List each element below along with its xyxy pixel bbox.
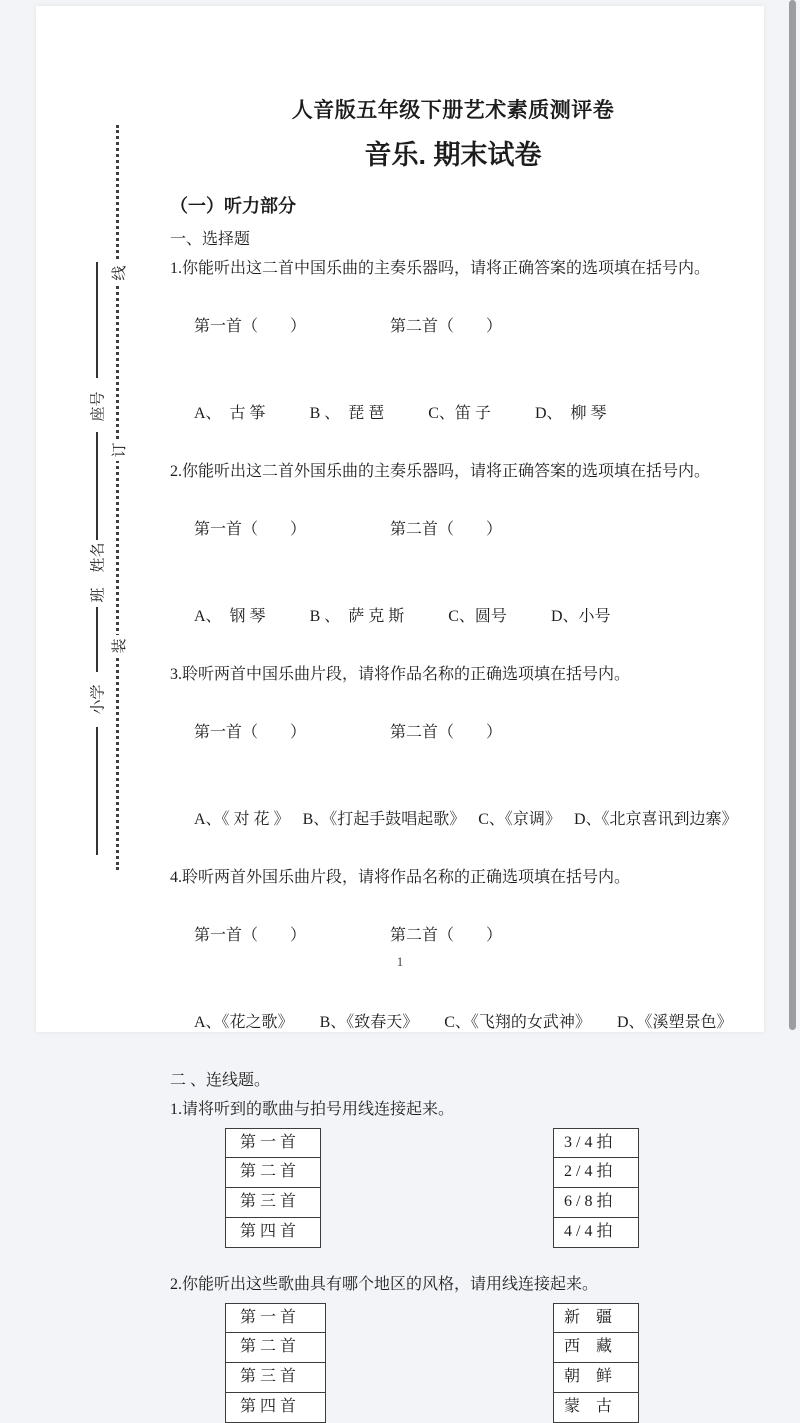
binding-char-label: 装 — [111, 638, 128, 654]
match-cell: 第 一 首 — [225, 1303, 326, 1333]
match1-row — [225, 1128, 736, 1248]
match-cell: 第 二 首 — [225, 1333, 326, 1363]
match-cell: 第 三 首 — [225, 1188, 321, 1218]
option-item: A、 古 筝 — [194, 405, 266, 422]
option-item: C、《飞翔的女武神》 — [444, 1014, 591, 1031]
option-item: A、 钢 琴 — [194, 608, 266, 625]
margin-field-label: 座号 — [90, 390, 107, 422]
binding-char-zhuang — [107, 635, 129, 657]
match-cell: 6 / 8 拍 — [553, 1188, 639, 1218]
q2-second-blank: 第二首（ ） — [390, 521, 503, 538]
q2-first-blank: 第一首（ ） — [194, 521, 307, 538]
q4-options — [170, 979, 736, 1066]
binding-char-ding — [107, 439, 129, 461]
binding-char-label: 线 — [111, 265, 128, 281]
q1-options — [170, 370, 736, 457]
match-cell: 4 / 4 拍 — [553, 1218, 639, 1248]
option-item: D、《北京喜讯到边寨》 — [573, 811, 738, 828]
match2-left-stack — [225, 1303, 326, 1423]
q1-first-blank: 第一首（ ） — [194, 318, 307, 335]
part2-heading: 二 、连线题。 — [170, 1072, 271, 1089]
q2-stem: 2.你能听出这二首外国乐曲的主奏乐器吗，请将正确答案的选项填在括号内。 — [170, 463, 711, 480]
page-number: 1 — [396, 954, 404, 969]
option-item: B、《致春天》 — [319, 1014, 419, 1031]
match-cell: 第 二 首 — [225, 1158, 321, 1188]
section-heading-listening: （一）听力部分 — [170, 196, 296, 216]
option-item: D、《溪塑景色》 — [616, 1014, 733, 1031]
q3-stem: 3.聆听两首中国乐曲片段，请将作品名称的正确选项填在括号内。 — [170, 666, 631, 683]
margin-field-label: 小学 — [90, 683, 107, 715]
q2-options — [170, 573, 736, 660]
margin-field-label: 班 姓名 — [90, 541, 107, 603]
margin-line-segment — [96, 262, 98, 378]
margin-line-segment — [96, 432, 98, 540]
option-item: D、 柳 琴 — [534, 405, 607, 422]
match-cell: 第 三 首 — [225, 1363, 326, 1393]
option-item: C、笛 子 — [428, 405, 491, 422]
option-item: B、《打起手鼓唱起歌》 — [302, 811, 466, 828]
q1-stem: 1.你能听出这二首中国乐曲的主奏乐器吗，请将正确答案的选项填在括号内。 — [170, 260, 711, 277]
match2-right-stack — [553, 1303, 639, 1423]
option-item: D、小号 — [550, 608, 611, 625]
option-item: A、《 对 花 》 — [194, 811, 290, 828]
option-item: B 、 琵 琶 — [309, 405, 385, 422]
binding-char-xian — [107, 262, 129, 284]
binding-dotted-line — [116, 125, 119, 870]
margin-field-school — [81, 684, 113, 714]
q1-blanks — [170, 283, 736, 370]
match2-row — [225, 1303, 736, 1423]
q3-first-blank: 第一首（ ） — [194, 724, 307, 741]
match-cell: 第 四 首 — [225, 1218, 321, 1248]
option-item: B 、 萨 克 斯 — [309, 608, 405, 625]
match-cell: 朝 鲜 — [553, 1363, 639, 1393]
q3-blanks — [170, 689, 736, 776]
match-cell: 第 一 首 — [225, 1128, 321, 1158]
option-item: C、《京调》 — [478, 811, 561, 828]
match1-left-stack — [225, 1128, 321, 1248]
page-title: 人音版五年级下册艺术素质测评卷 — [291, 99, 615, 122]
page-subtitle: 音乐. 期末试卷 — [364, 140, 542, 170]
q2-blanks — [170, 486, 736, 573]
match2-stem: 2.你能听出这些歌曲具有哪个地区的风格，请用线连接起来。 — [170, 1276, 599, 1293]
match-cell: 3 / 4 拍 — [553, 1128, 639, 1158]
q4-stem: 4.聆听两首外国乐曲片段，请将作品名称的正确选项填在括号内。 — [170, 869, 631, 886]
q3-options — [170, 776, 736, 863]
q1-second-blank: 第二首（ ） — [390, 318, 503, 335]
margin-line-segment — [96, 727, 98, 855]
margin-line-segment — [96, 607, 98, 672]
option-item: C、圆号 — [448, 608, 507, 625]
match1-stem: 1.请将听到的歌曲与拍号用线连接起来。 — [170, 1101, 455, 1118]
match-cell: 新 疆 — [553, 1303, 639, 1333]
match-cell: 2 / 4 拍 — [553, 1158, 639, 1188]
margin-field-class-name — [81, 541, 113, 603]
q4-second-blank: 第二首（ ） — [390, 927, 503, 944]
part1-heading: 一、选择题 — [170, 231, 251, 248]
match-cell: 蒙 古 — [553, 1393, 639, 1423]
margin-field-seat-number — [81, 391, 113, 421]
match1-right-stack — [553, 1128, 639, 1248]
match-cell: 第 四 首 — [225, 1393, 326, 1423]
scrollbar-thumb[interactable] — [789, 0, 796, 1030]
q3-second-blank: 第二首（ ） — [390, 724, 503, 741]
option-item: A、《花之歌》 — [194, 1014, 294, 1031]
exam-page — [36, 6, 764, 1415]
exam-content — [170, 6, 736, 1423]
match-cell: 西 藏 — [553, 1333, 639, 1363]
binding-char-label: 订 — [111, 442, 128, 458]
q4-first-blank: 第一首（ ） — [194, 927, 307, 944]
